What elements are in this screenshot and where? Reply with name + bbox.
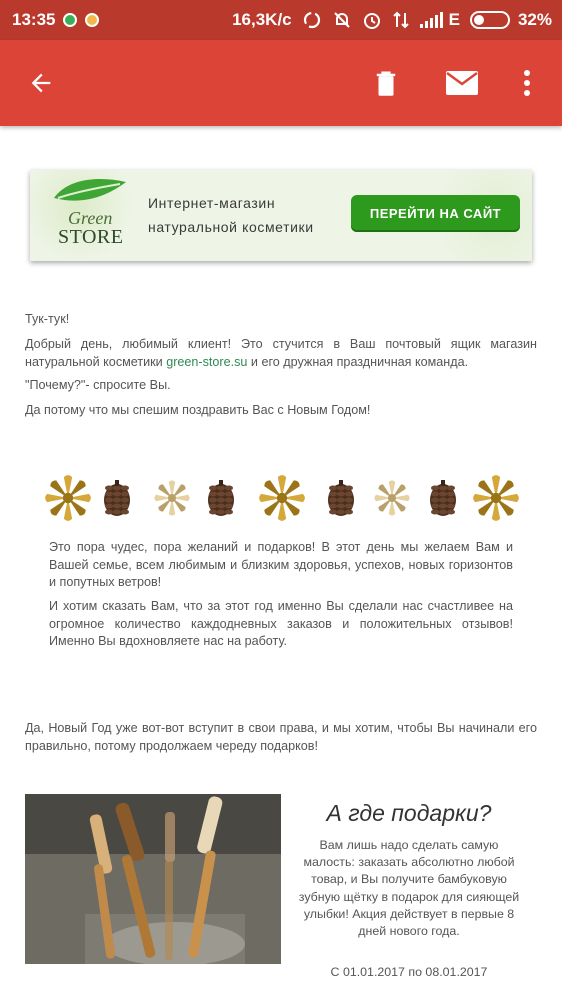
sync-icon [302, 10, 322, 30]
network-type: E [448, 10, 460, 29]
pine-cone-ornament [426, 478, 460, 523]
alarm-icon [362, 10, 382, 30]
promo-period: С 01.01.2017 по 08.01.2017 [330, 965, 488, 979]
gold-bow-ornament [256, 472, 308, 529]
store-banner[interactable] [30, 170, 532, 261]
greeting-text: Тук-тук! [25, 312, 70, 326]
gold-bow-ornament [470, 472, 522, 529]
email-body [0, 126, 562, 1000]
thanks-paragraph: И хотим сказать Вам, что за этот год именно Вы сделали нас счастливее на огромное количество каждодневных заказов и положительных отзывов! Именно Вы вдохновляете нас на работу. [49, 599, 513, 648]
pale-bow-ornament [152, 478, 192, 523]
more-options-button[interactable] [506, 62, 548, 104]
mail-icon [445, 70, 479, 96]
pine-cone-ornament [100, 478, 134, 523]
status-bar [0, 0, 562, 40]
pine-cone-ornament [324, 478, 358, 523]
back-button[interactable] [20, 62, 62, 104]
mark-unread-button[interactable] [441, 62, 483, 104]
banner-title: Интернет-магазин [148, 195, 276, 211]
go-to-site-button[interactable]: ПЕРЕЙТИ НА САЙТ [351, 195, 520, 232]
signal-strength-icon [420, 12, 443, 28]
wishes-paragraph: Это пора чудес, пора желаний и подарков! В этот день мы желаем Вам и Вашей семье, всем любимым и близким здоровья, успехов, новых горизонтов и попутных ветров! [49, 540, 513, 589]
intro-paragraph [25, 336, 537, 371]
banner-subtitle: натуральной косметики [148, 219, 314, 235]
network-speed: 16,3K/c [232, 10, 292, 29]
app-bar [0, 40, 562, 126]
gifts-heading: А где подарки? [326, 800, 492, 826]
delete-button[interactable] [365, 62, 407, 104]
status-time: 13:35 [12, 10, 56, 29]
gifts-description: Вам лишь надо сделать самую малость: заказать абсолютно любой товар, и Вы получите бамбуковую зубную щётку в подарок для сияющей улыбки! Акция действует в первые 8 дней нового года. [298, 838, 520, 939]
new-year-paragraph: Да, Новый Год уже вот-вот вступит в свои права, и мы хотим, чтобы Вы начинали его правильно, потому продолжаем череду подарков! [25, 721, 537, 753]
notification-app-icon [85, 13, 99, 27]
notification-app-icon [63, 13, 77, 27]
back-arrow-icon [27, 69, 55, 97]
trash-icon [372, 68, 400, 98]
gold-bow-ornament [42, 472, 94, 529]
battery-percent: 32% [517, 10, 552, 29]
more-vert-icon [523, 69, 531, 97]
store-link[interactable]: green-store.su [166, 354, 248, 369]
ornament-row [42, 470, 522, 530]
logo-text-green: Green [68, 208, 113, 228]
intro-text-end: и его дружная праздничная команда. [247, 354, 469, 369]
pale-bow-ornament [372, 478, 412, 523]
logo-text-store: STORE [58, 226, 124, 248]
why-text: "Почему?"- спросите Вы. [25, 378, 171, 392]
mute-bell-icon [332, 10, 352, 30]
pine-cone-ornament [204, 478, 238, 523]
intro-text: Добрый день, любимый клиент! Это стучится в Ваш почтовый ящик магазин натуральной косметики [25, 337, 537, 369]
greeting-reason-text: Да потому что мы спешим поздравить Вас с Новым Годом! [25, 403, 371, 417]
toothbrush-photo [25, 794, 281, 964]
data-transfer-icon [392, 10, 410, 30]
leaf-logo-icon [50, 176, 130, 212]
battery-icon [470, 11, 510, 29]
